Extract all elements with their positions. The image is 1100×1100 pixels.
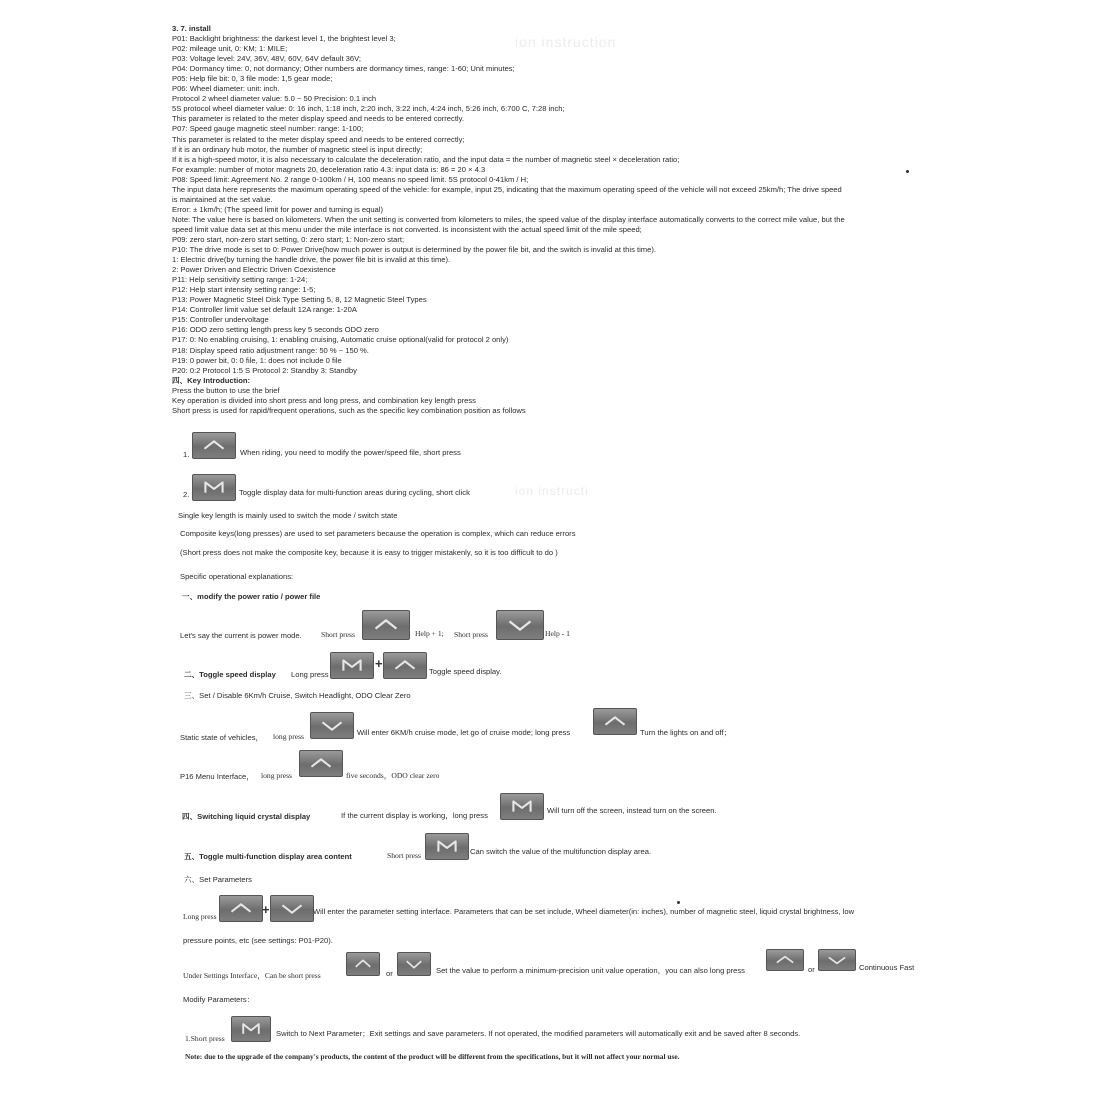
parameter-line: P10: The drive mode is set to 0: Power Drive(how much power is output is determined by the power file bit, and the switch is invalid at this time). (172, 245, 656, 255)
parameter-line: is maintained at the set value. (172, 194, 273, 204)
parameter-line: P06: Wheel diameter: unit: inch. (172, 84, 280, 94)
down-button-image (397, 952, 431, 976)
chevron-up-icon (594, 709, 636, 734)
settings-interface-text: Under Settings Interface，Can be short press (183, 971, 321, 980)
parameter-line: P16: ODO zero setting length press key 5 seconds ODO zero (172, 325, 379, 335)
set-value-text: Set the value to perform a minimum-precision unit value operation，you can also long press (436, 966, 745, 975)
key1-number: 1. (183, 450, 190, 459)
up-button-image (346, 952, 380, 976)
up-button-image (593, 708, 637, 735)
chevron-down-icon (398, 953, 430, 975)
lights-text: Turn the lights on and off； (640, 728, 732, 737)
parameter-line: Note: The value here is based on kilometers. When the unit setting is converted from kilometers to miles, the speed value of the display interface automatically converts to the correct mile value, but the (172, 214, 845, 224)
down-button-image (270, 895, 314, 922)
up-button-image (192, 432, 236, 459)
chevron-down-icon (819, 950, 855, 970)
key2-text: Toggle display data for multi-function areas during cycling, short click (239, 488, 470, 497)
speck (677, 901, 680, 904)
section5-heading: 五、Toggle multi-function display area content (184, 852, 352, 861)
parameter-line: Error: ± 1km/h; (The speed limit for power and turning is equal) (172, 204, 383, 214)
single-key-text: Single key length is mainly used to switch the mode / switch state (178, 511, 398, 520)
chevron-down-icon (311, 713, 353, 738)
specific-heading: Specific operational explanations: (180, 572, 294, 581)
parameter-line: speed limit value data set at this menu under the mile interface is not converted. Is inconsistent with the actual speed limit of the mile speed; (172, 224, 642, 234)
parameter-line: For example: number of motor magnets 20, deceleration ratio 4.3: input data is: 86 = 20 × 4.3 (172, 164, 486, 174)
help-minus-text: Help - 1 (545, 629, 570, 638)
section1-short-label: Short press (321, 630, 355, 639)
parameter-line: P05: Help file bit: 0, 3 file mode: 1,5 gear mode; (172, 74, 333, 84)
parameter-line: P18: Display speed ratio adjustment range: 50 % ~ 150 %. (172, 345, 369, 355)
parameter-setting-text: Will enter the parameter setting interface. Parameters that can be set include, Wheel diameter(in: inches), number of magnetic steel, liquid crystal brightness, low (313, 907, 855, 916)
section5-short-label: Short press (387, 851, 421, 860)
down-button-image (496, 610, 544, 640)
parameter-line: P17: 0: No enabling cruising, 1: enabling cruising, Automatic cruise optional(valid for protocol 2 only) (172, 335, 509, 345)
parameter-line: The input data here represents the maximum operating speed of the vehicle: for example, input 25, indicating that the maximum operating speed of the vehicle will not exceed 25km/h; The drive speed (172, 184, 842, 194)
odo-clear-text: five seconds，ODO clear zero (346, 771, 440, 780)
section3-heading: 三、Set / Disable 6Km/h Cruise, Switch Headlight, ODO Clear Zero (184, 691, 411, 700)
parameter-line: Short press is used for rapid/frequent operations, such as the specific key combination position as follows (172, 405, 526, 415)
mode-button-image (500, 793, 544, 820)
section4-working-text: If the current display is working，long press (341, 811, 488, 820)
parameter-line: 5S protocol wheel diameter value: 0: 16 inch, 1:18 inch, 2:20 inch, 3:22 inch, 4:24 inch, 5:26 inch, 6:700 C, 7:28 inch; (172, 104, 565, 114)
section2-heading: 二、Toggle speed display (184, 670, 276, 679)
parameter-line: P20: 0:2 Protocol 1:5 S Protocol 2: Standby 3: Standby (172, 365, 357, 375)
help-plus-text: Help + 1; (415, 629, 444, 638)
parameter-line: P15: Controller undervoltage (172, 315, 269, 325)
m-letter-icon (331, 653, 373, 678)
parameter-line: If it is a high-speed motor, it is also necessary to calculate the deceleration ratio, and the input data = the number of magnetic steel × deceleration ratio; (172, 154, 680, 164)
section3-long-label: long press (273, 732, 305, 741)
section1-lead: Let's say the current is power mode. (180, 631, 302, 640)
m-letter-icon (232, 1017, 270, 1041)
parameter-line: 2: Power Driven and Electric Driven Coexistence (172, 265, 336, 275)
parameter-line: 四、Key Introduction: (172, 375, 251, 385)
cruise-text: Will enter 6KM/h cruise mode, let go of cruise mode; long press (357, 728, 571, 737)
key2-number: 2. (183, 490, 190, 499)
parameter-line: Key operation is divided into short press and long press, and combination key length press (172, 395, 476, 405)
chevron-up-icon (193, 433, 235, 458)
section6-heading: 六、Set Parameters (184, 875, 252, 884)
or-text: or (386, 969, 393, 978)
p16-menu-text: P16 Menu Interface， (180, 772, 254, 781)
parameter-line: P19: 0 power bit, 0: 0 file, 1: does not include 0 file (172, 355, 342, 365)
section3-long-label-2: long press (261, 771, 293, 780)
chevron-up-icon (300, 751, 342, 776)
parameter-line: This parameter is related to the meter display speed and needs to be entered correctly; (172, 134, 465, 144)
parameter-line: This parameter is related to the meter display speed and needs to be entered correctly. (172, 114, 464, 124)
mode-button-image (425, 833, 469, 860)
modify-parameters-text: Modify Parameters： (183, 995, 255, 1004)
mode-button-image (330, 652, 374, 679)
ghost-title: ion instruction (515, 34, 617, 50)
parameter-line: P08: Speed limit: Agreement No. 2 range 0-100km / H, 100 means no speed limit. 5S protocol 0-41km / H; (172, 174, 529, 184)
mode-button-image (192, 474, 236, 501)
parameter-line: If it is an ordinary hub motor, the number of magnetic steel is input directly; (172, 144, 423, 154)
up-button-image (362, 610, 410, 640)
chevron-up-icon (767, 950, 803, 970)
chevron-up-icon (363, 611, 409, 639)
switch-parameter-text: Switch to Next Parameter；Exit settings and save parameters. If not operated, the modified parameters will automatically exit and be saved after 8 seconds. (276, 1029, 801, 1038)
chevron-up-icon (220, 896, 262, 921)
section1-heading: 一、modify the power ratio / power file (182, 592, 321, 601)
parameter-list (172, 24, 922, 416)
composite-key-text: Composite keys(long presses) are used to set parameters because the operation is complex, which can reduce errors (180, 529, 576, 538)
mode-button-image (231, 1016, 271, 1042)
chevron-up-icon (384, 653, 426, 678)
section4-heading: 四、Switching liquid crystal display (182, 812, 311, 821)
plus-sign: + (262, 902, 270, 917)
parameter-line: Protocol 2 wheel diameter value: 5.0 ~ 50 Precision: 0.1 inch (172, 94, 377, 104)
m-letter-icon (501, 794, 543, 819)
parameter-line: P03: Voltage level: 24V, 36V, 48V, 60V, 64V default 36V; (172, 54, 362, 64)
up-button-image (219, 895, 263, 922)
key1-text: When riding, you need to modify the power/speed file, short press (240, 448, 461, 457)
parameter-line: 3. 7. install (172, 24, 211, 33)
parameter-line: P04: Dormancy time: 0, not dormancy; Other numbers are dormancy times, range: 1-60; Unit minutes; (172, 64, 515, 74)
chevron-down-icon (497, 611, 543, 639)
disclaimer-note: Note: due to the upgrade of the company's products, the content of the product will be different from the specifications, but it will not affect your normal use. (185, 1052, 680, 1061)
section2-long-label: Long press (291, 670, 329, 679)
static-state-text: Static state of vehicles， (180, 733, 264, 742)
down-button-image (310, 712, 354, 739)
speck (906, 170, 909, 173)
or-text-2: or (808, 965, 815, 974)
section6-long-label: Long press (183, 912, 217, 921)
parameter-line: P02: mileage unit, 0: KM; 1: MILE; (172, 44, 288, 54)
up-button-image (383, 652, 427, 679)
section4-result: Will turn off the screen, instead turn on the screen. (547, 806, 717, 815)
parameter-line: P09: zero start, non-zero start setting, 0: zero start; 1: Non-zero start; (172, 234, 405, 244)
parameter-line: P07: Speed gauge magnetic steel number: range: 1-100; (172, 124, 364, 134)
up-button-image (299, 750, 343, 777)
parameter-line: P01: Backlight brightness: the darkest level 1, the brightest level 3; (172, 34, 396, 44)
section5-result: Can switch the value of the multifunction display area. (470, 847, 652, 856)
parameter-line: P13: Power Magnetic Steel Disk Type Setting 5, 8, 12 Magnetic Steel Types (172, 295, 427, 305)
chevron-down-icon (271, 896, 313, 921)
m-letter-icon (193, 475, 235, 500)
plus-sign: + (375, 656, 383, 671)
m-letter-icon (426, 834, 468, 859)
down-button-image (818, 949, 856, 971)
short-press-step-label: 1.Short press (185, 1034, 225, 1043)
parameter-line: P12: Help start intensity setting range: 1-5; (172, 285, 316, 295)
ghost-subtitle: ion instructi (515, 484, 589, 498)
parameter-line: P11: Help sensitivity setting range: 1-24; (172, 275, 308, 285)
short-press-note: (Short press does not make the composite key, because it is easy to trigger mistakenly, so it is too difficult to do ) (180, 548, 558, 557)
parameter-line: P14: Controller limit value set default 12A range: 1-20A (172, 305, 357, 315)
section1-short-label-2: Short press (454, 630, 488, 639)
continuous-fast-text: Continuous Fast (859, 963, 915, 972)
parameter-line: 1: Electric drive(by turning the handle drive, the power file bit is invalid at this time). (172, 255, 451, 265)
up-button-image (766, 949, 804, 971)
pressure-points-text: pressure points, etc (see settings: P01-P20). (183, 936, 333, 945)
section2-result: Toggle speed display. (429, 667, 502, 676)
parameter-line: Press the button to use the brief (172, 385, 280, 395)
chevron-up-icon (347, 953, 379, 975)
